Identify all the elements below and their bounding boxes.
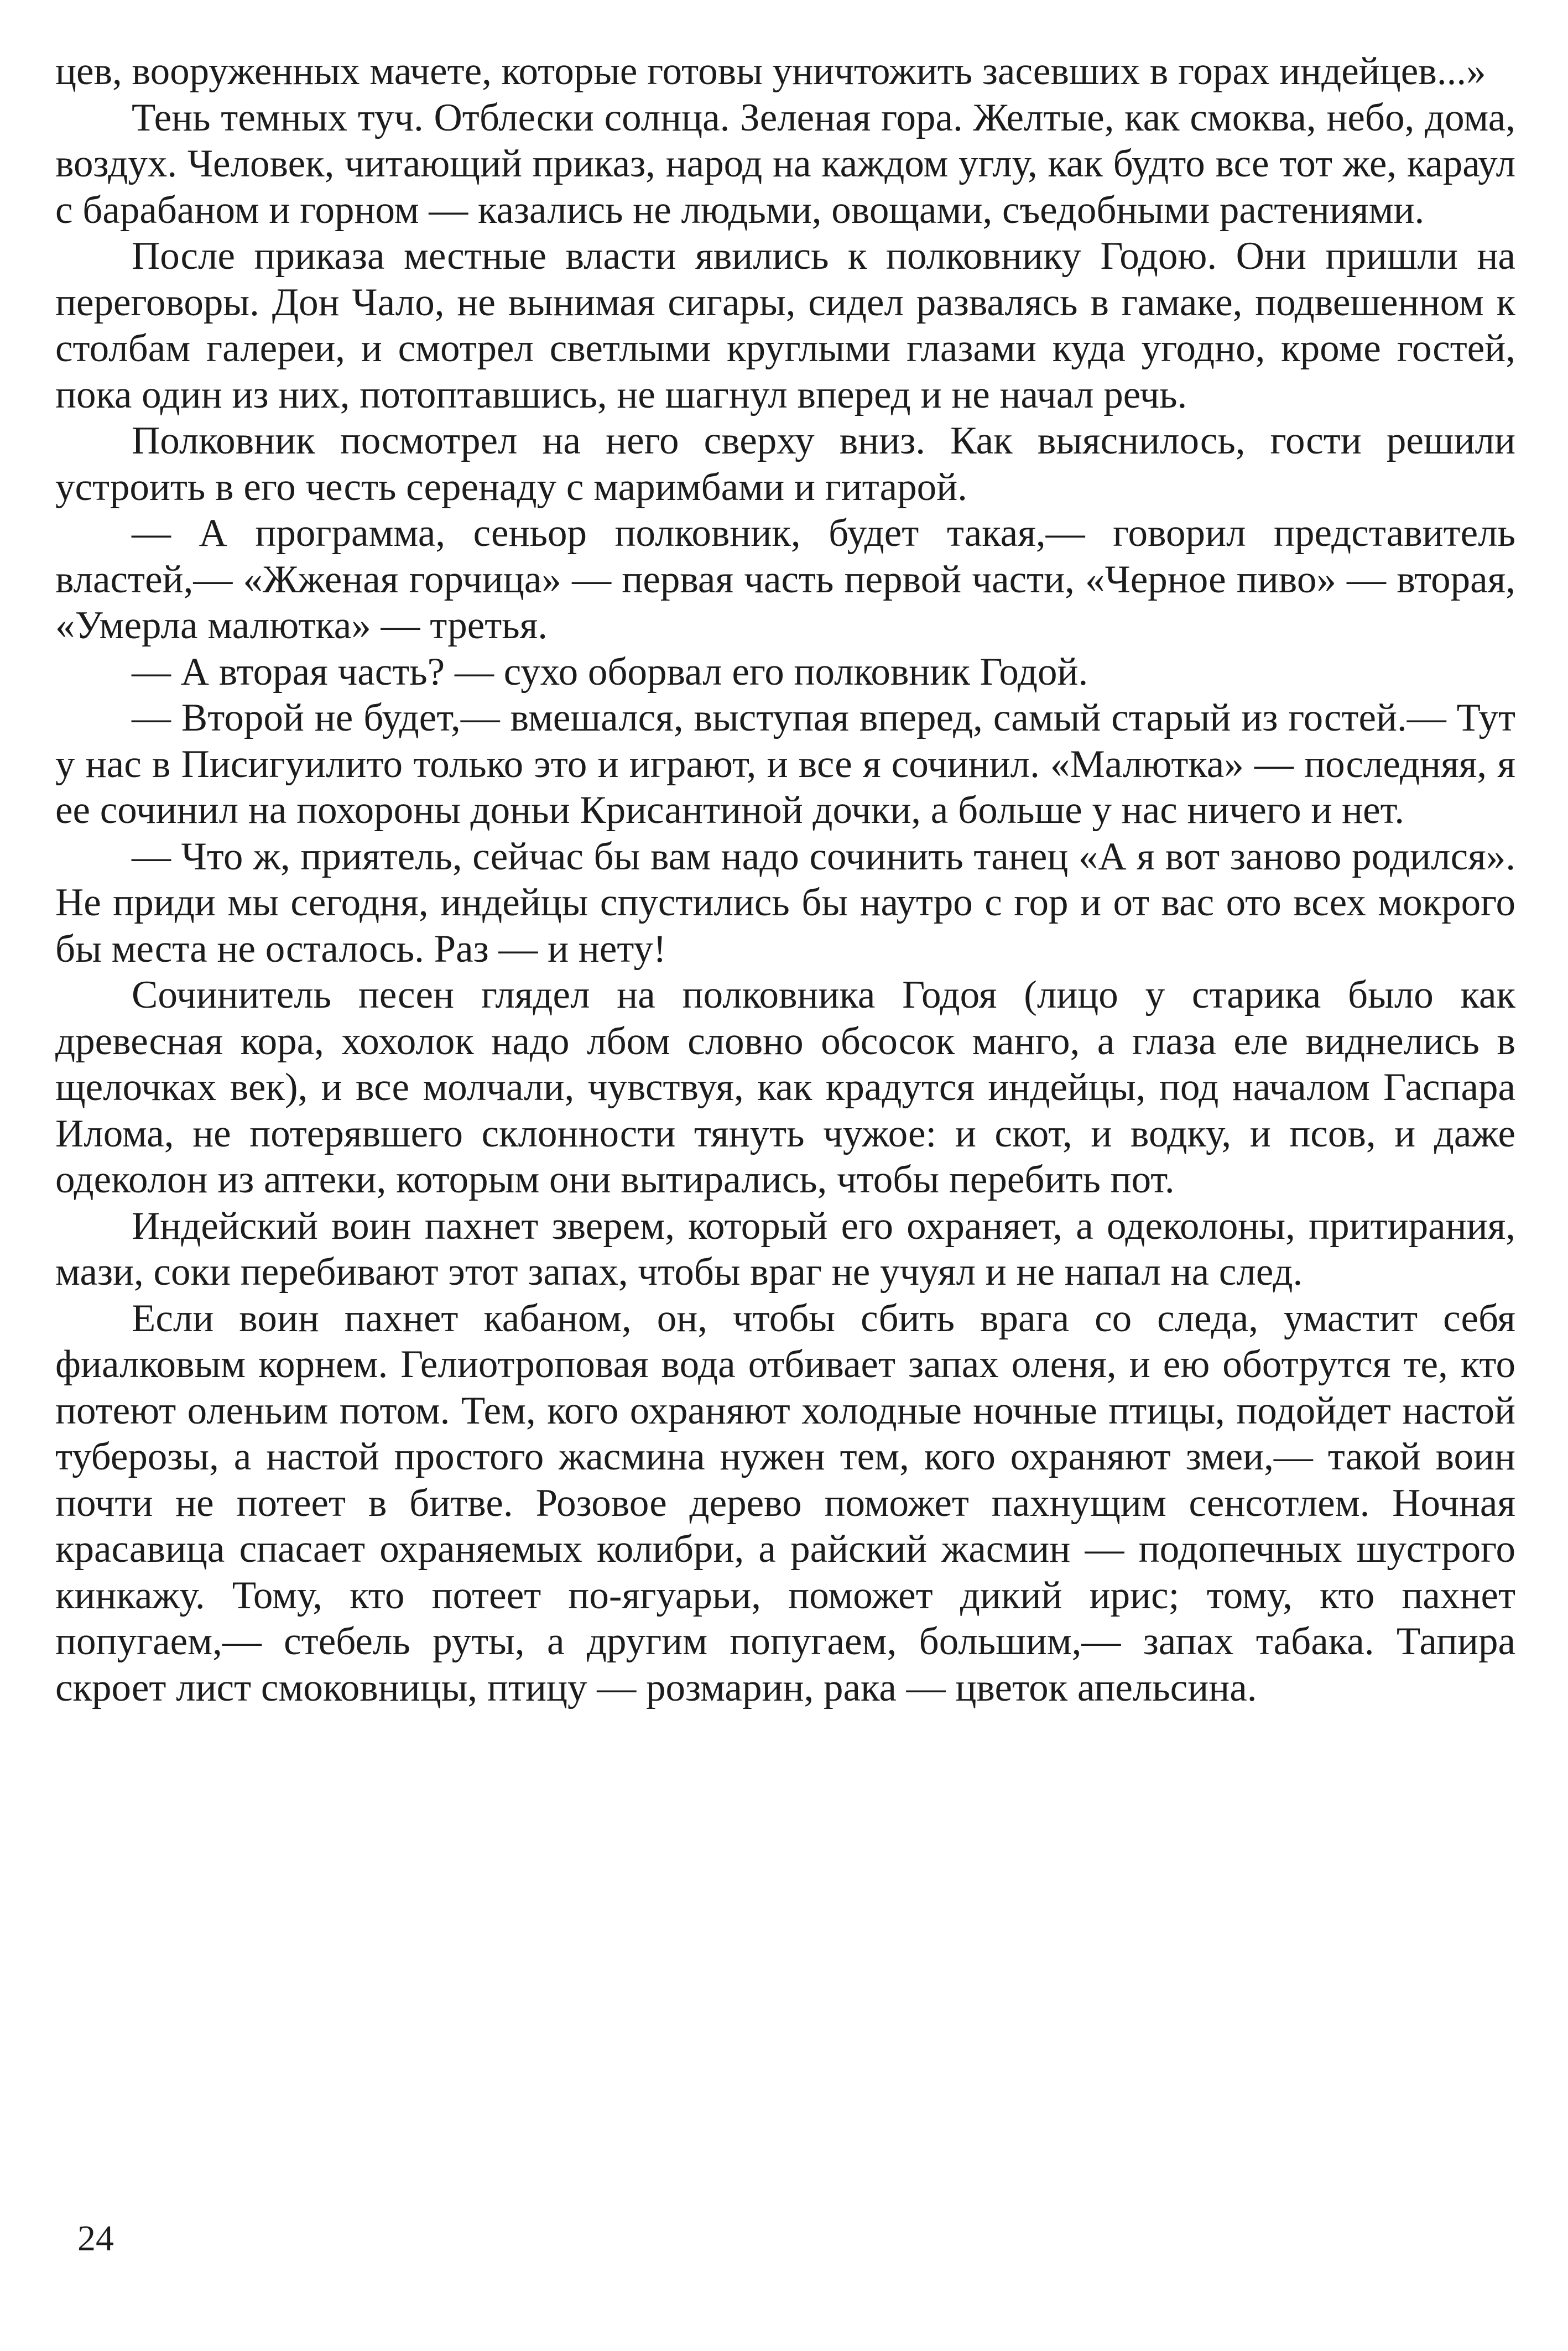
- paragraph: Индейский воин пахнет зверем, который его охраняет, а одеколоны, притирания, мази, соки перебивают этот запах, чтобы враг не учуял и не напал на след.: [55, 1204, 1515, 1294]
- page-number: 24: [77, 2218, 114, 2259]
- dialogue-paragraph: — А вторая часть? — сухо оборвал его полковник Годой.: [132, 650, 1088, 694]
- paragraph: Если воин пахнет кабаном, он, чтобы сбить врага со следа, умастит себя фиалковым корнем. Гелиотроповая вода отбивает запах оленя, и ею оботрутся те, кто потеют оленьим потом. Тем, кого охраняют холодные ночные птицы, подойдет настой туберозы, а настой простого жасмина нужен тем, кого охраняют змеи,— такой воин почти не потеет в битве. Розовое дерево поможет пахнущим сенсотлем. Ночная красавица спасает охраняемых колибри, а райский жасмин — подопечных шустрого кинкажу. Тому, кто потеет по-ягуарьи, поможет дикий ирис; тому, кто пахнет попугаем,— стебель руты, а другим попугаем, большим,— запах табака. Тапира скроет лист смоковницы, птицу — розмарин, рака — цветок апельсина.: [55, 1296, 1515, 1709]
- dialogue-paragraph: — Второй не будет,— вмешался, выступая вперед, самый старый из гостей.— Тут у нас в Писигуилито только это и играют, и все я сочинил. «Малютка» — последняя, я ее сочинил на похороны доньи Крисантиной дочки, а больше у нас ничего и нет.: [55, 696, 1515, 832]
- dialogue-paragraph: — А программа, сеньор полковник, будет такая,— говорил представитель властей,— «Жженая горчица» — первая часть первой части, «Черное пиво» — вторая, «Умерла малютка» — третья.: [55, 512, 1515, 647]
- paragraph: Сочинитель песен глядел на полковника Годоя (лицо у старика было как древесная кора, хохолок надо лбом словно обсосок манго, а глаза еле виднелись в щелочках век), и все молчали, чувствуя, как крадутся индейцы, под началом Гаспара Илома, не потерявшего склонности тянуть чужое: и скот, и водку, и псов, и даже одеколон из аптеки, которым они вытирались, чтобы перебить пот.: [55, 973, 1515, 1201]
- paragraph: Тень темных туч. Отблески солнца. Зеленая гора. Желтые, как смоква, небо, дома, воздух. Человек, читающий приказ, народ на каждом углу, как будто все тот же, караул с барабаном и горном — казались не людьми, овощами, съедобными растениями.: [55, 96, 1515, 232]
- body-text: [55, 49, 1515, 1711]
- paragraph: После приказа местные власти явились к полковнику Годою. Они пришли на переговоры. Дон Чало, не вынимая сигары, сидел развалясь в гамаке, подвешенном к столбам галереи, и смотрел светлыми круглыми глазами куда угодно, кроме гостей, пока один из них, потоптавшись, не шагнул вперед и не начал речь.: [55, 234, 1515, 416]
- dialogue-paragraph: — Что ж, приятель, сейчас бы вам надо сочинить танец «А я вот заново родился». Не приди мы сегодня, индейцы спустились бы наутро с гор и от вас ото всех мокрого бы места не осталось. Раз — и нету!: [55, 835, 1515, 971]
- paragraph: Полковник посмотрел на него сверху вниз. Как выяснилось, гости решили устроить в его честь серенаду с маримбами и гитарой.: [55, 419, 1515, 509]
- paragraph: цев, вооруженных мачете, которые готовы уничтожить засевших в горах индейцев...»: [55, 50, 1486, 93]
